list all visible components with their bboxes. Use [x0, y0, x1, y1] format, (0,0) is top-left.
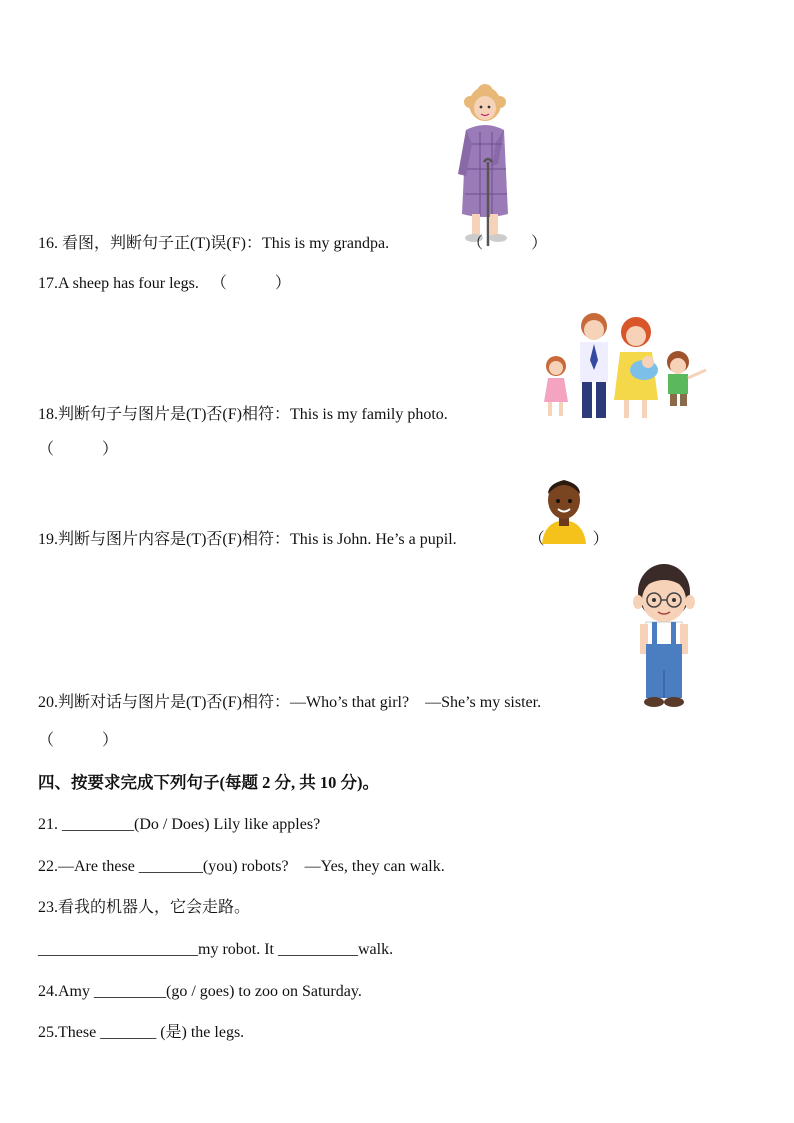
- question-18: [38, 405, 448, 425]
- question-23-answer-line[interactable]: ____________________my robot. It __________walk.: [38, 941, 394, 958]
- question-19-text: 19.判断与图片内容是(T)否(F)相符：This is John. He’s a pupil.: [38, 531, 457, 548]
- question-25: 25.These _______ (是) the legs.: [38, 1024, 245, 1041]
- question-23: 23.看我的机器人，它会走路。: [38, 899, 251, 916]
- answer-blank-20[interactable]: （ ）: [38, 732, 119, 749]
- question-17-text: 17.A sheep has four legs.: [38, 275, 199, 292]
- question-16-text: 16. 看图，判断句子正(T)误(F)：This is my grandpa.: [38, 235, 390, 252]
- question-18-text: 18.判断句子与图片是(T)否(F)相符：This is my family photo.: [38, 406, 448, 423]
- family-illustration: [532, 310, 712, 422]
- answer-blank-17[interactable]: （ ）: [210, 275, 291, 292]
- answer-blank-19[interactable]: （ ）: [528, 531, 609, 548]
- boy-illustration: [628, 560, 700, 710]
- question-22: 22.—Are these ________(you) robots? —Yes, they can walk.: [38, 858, 445, 875]
- answer-blank-18[interactable]: （ ）: [38, 441, 119, 458]
- question-19: [38, 530, 609, 550]
- answer-blank-16[interactable]: （ ）: [467, 235, 548, 252]
- question-24: 24.Amy _________(go / goes) to zoo on Saturday.: [38, 983, 362, 1000]
- question-20: [38, 693, 541, 713]
- question-17: [38, 274, 291, 294]
- question-21: 21. _________(Do / Does) Lily like apples?: [38, 816, 321, 833]
- question-20-text: 20.判断对话与图片是(T)否(F)相符：—Who’s that girl? —She’s my sister.: [38, 694, 542, 711]
- section-4-title: 四、按要求完成下列句子(每题 2 分, 共 10 分)。: [38, 773, 379, 792]
- question-16: [38, 234, 547, 254]
- grandmother-illustration: [452, 84, 518, 248]
